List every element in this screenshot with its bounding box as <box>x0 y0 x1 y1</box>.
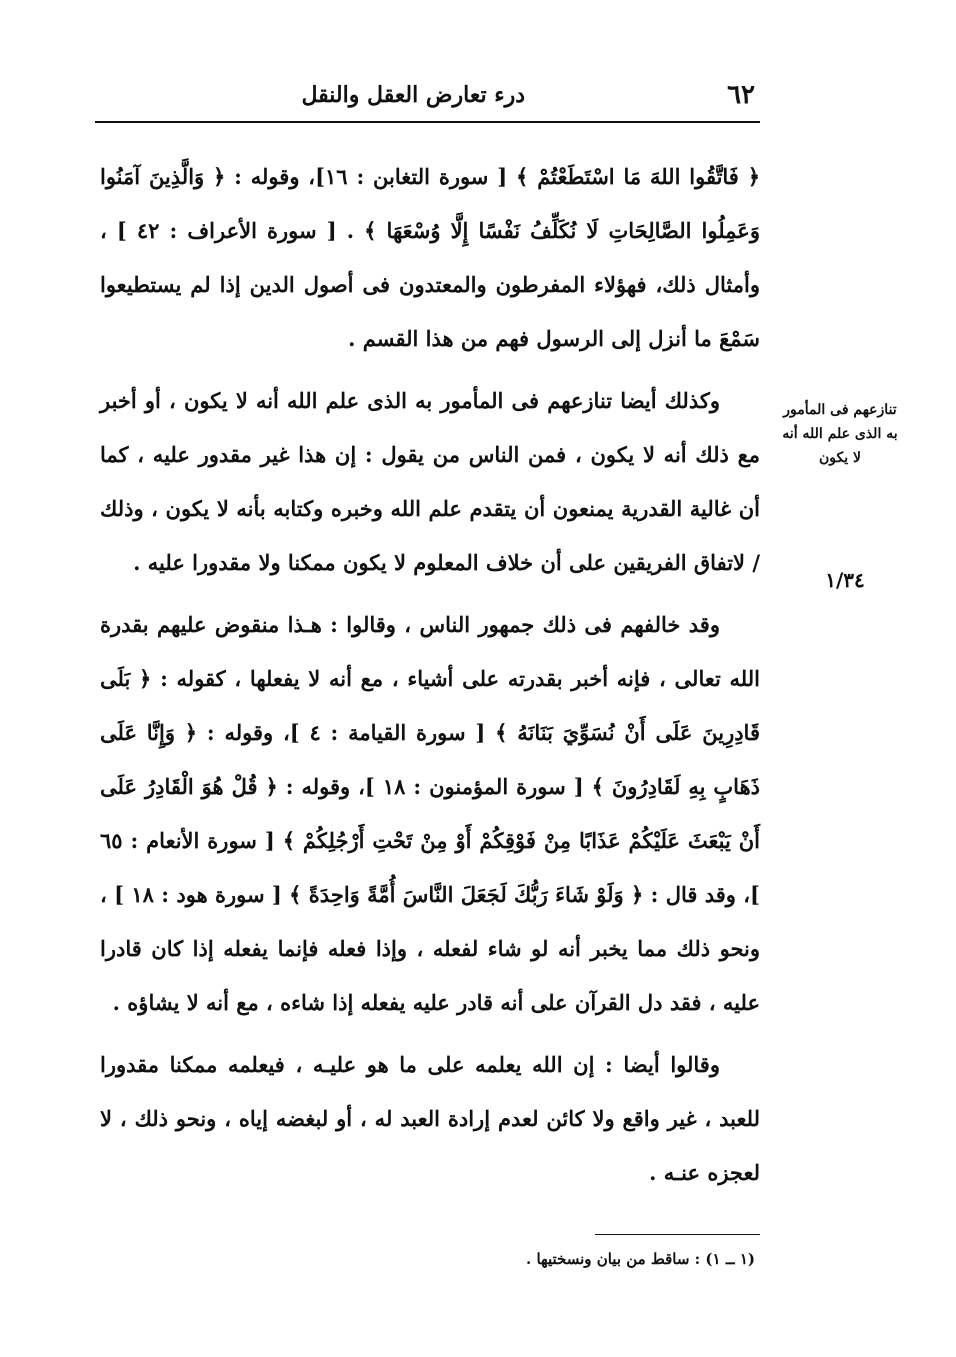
paragraph-1: ﴿ فَاتَّقُوا اللهَ مَا اسْتَطَعْتُمْ ﴾ [ سورة التغابن : ١٦]، وقوله : ﴿ وَالَّذِينَ آمَنُوا وَعَمِلُوا الصَّالِحَاتِ لَا نُكَلِّفُ نَفْسًا إِلَّا وُسْعَهَا ﴾ . [ سورة الأعراف : ٤٢ ] ، وأمثال ذلك، فهؤلاء المفرطون والمعتدون فى أصول الدين إذا لم يستطيعوا سَمْعَ ما أنزل إلى الرسول فهم من هذا القسم . <box>100 164 760 351</box>
paragraph-gap <box>100 590 760 598</box>
paragraph-3: وقد خالفهم فى ذلك جمهور الناس ، وقالوا : هـذا منقوض عليهم بقدرة الله تعالى ، فإنه أخبر بقدرته على أشياء ، مع أنه لا يفعلها ، كقوله : ﴿ بَلَى قَادِرِينَ عَلَى أَنْ نُسَوِّيَ بَنَانَهُ ﴾ [ سورة القيامة : ٤ ]، وقوله : ﴿ وَإِنَّا عَلَى ذَهَابٍ بِهِ لَقَادِرُونَ ﴾ [ سورة المؤمنون : ١٨ ]، وقوله : ﴿ قُلْ هُوَ الْقَادِرُ عَلَى أَنْ يَبْعَثَ عَلَيْكُمْ عَذَابًا مِنْ فَوْقِكُمْ أَوْ مِنْ تَحْتِ أَرْجُلِكُمْ ﴾ [ سورة الأنعام : ٦٥ ]، وقد قال : ﴿ وَلَوْ شَاءَ رَبُّكَ لَجَعَلَ النَّاسَ أُمَّةً وَاحِدَةً ﴾ [ سورة هود : ١٨ ] ، ونحو ذلك مما يخبر أنه لو شاء لفعله ، وإذا فعله فإنما يفعله إذا كان قادرا عليه ، فقد دل القرآن على أنه قادر عليه يفعله إذا شاءه ، مع أنه لا يشاؤه . <box>100 612 760 1015</box>
footnote: (١ ــ ١) : ساقط من بيان ونسختيها . <box>526 1250 755 1268</box>
margin-page-reference: ١/٣٤ <box>825 568 865 592</box>
page-header <box>95 78 755 118</box>
main-text <box>100 150 760 1200</box>
page-number: ٦٢ <box>727 80 755 110</box>
paragraph-gap <box>100 1030 760 1038</box>
margin-note: تنازعهم فى المأمور به الذى علم الله أنه لا يكون <box>782 402 898 466</box>
footnote-divider <box>595 1234 760 1235</box>
running-title: درء تعارض العقل والنقل <box>301 82 525 108</box>
paragraph-gap <box>100 366 760 374</box>
header-divider <box>95 121 760 123</box>
paragraph-2: وكذلك أيضا تنازعهم فى المأمور به الذى علم الله أنه لا يكون ، أو أخبر مع ذلك أنه لا يكون ، فمن الناس من يقول : إن هذا غير مقدور عليه ، كما أن غالية القدرية يمنعون أن يتقدم علم الله وخبره وكتابه بأنه لا يكون ، وذلك / لاتفاق الفريقين على أن خلاف المعلوم لا يكون ممكنا ولا مقدورا عليه . <box>100 388 760 575</box>
paragraph-4: وقالوا أيضا : إن الله يعلمه على ما هو عليـه ، فيعلمه ممكنا مقدورا للعبد ، غير واقع ولا كائن لعدم إرادة العبد له ، أو لبغضه إياه ، ونحو ذلك ، لا لعجزه عنـه . <box>100 1052 760 1185</box>
